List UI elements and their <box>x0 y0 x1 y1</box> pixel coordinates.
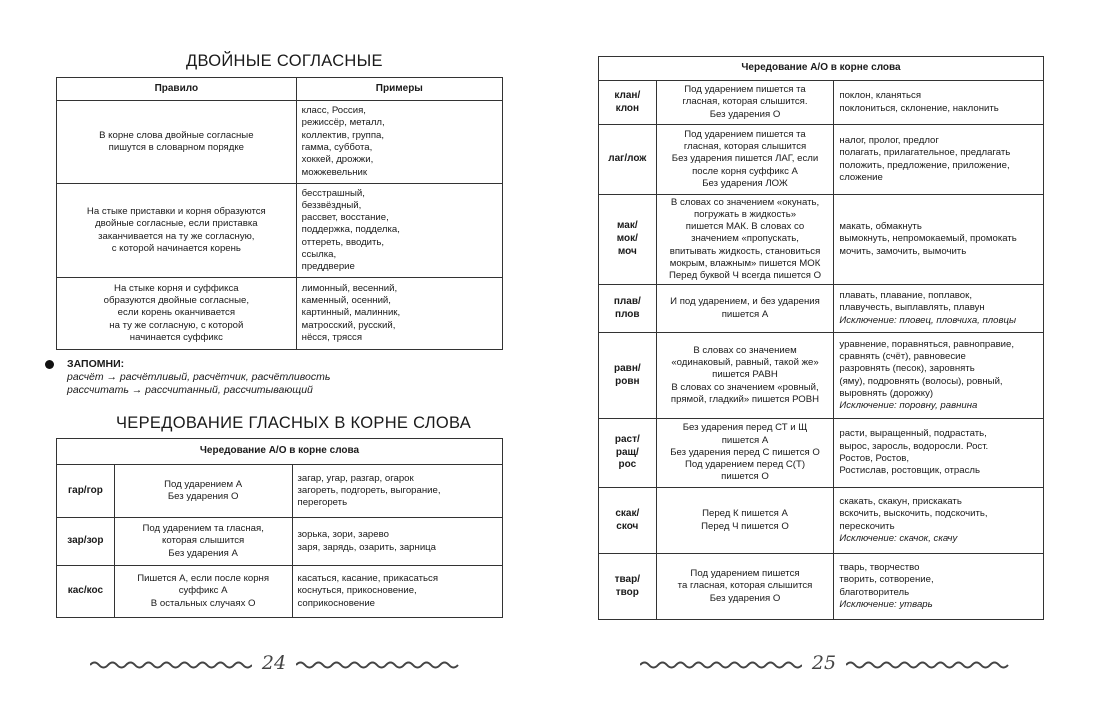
example-line: расти, выращенный, подрастать, <box>839 428 987 440</box>
rule-line: Без ударения О <box>709 592 781 604</box>
example-line: вырос, заросль, водоросли. Рост. <box>839 440 989 452</box>
example-line: класс, Россия, <box>301 105 366 117</box>
table-row <box>599 285 1044 333</box>
example-line: скакать, скакун, прискакать <box>839 495 962 507</box>
table-row <box>57 566 503 618</box>
examples-cell <box>834 554 1044 620</box>
rule-line: Перед К пишется А <box>702 508 788 520</box>
rule-cell <box>57 278 297 350</box>
rule-cell <box>656 125 834 195</box>
table-title: Чередование А/О в корне слова <box>599 57 1044 81</box>
section-title-double-consonants: ДВОЙНЫЕ СОГЛАСНЫЕ <box>186 52 383 70</box>
root-cell <box>57 465 115 518</box>
example-line: рассвет, восстание, <box>301 212 389 224</box>
rule-line: Без ударения ЛОЖ <box>702 177 788 189</box>
rule-line: В словах со значением «окунать, <box>670 196 820 208</box>
wavy-divider-icon <box>846 660 1010 670</box>
root-line: твар/ <box>614 573 640 585</box>
examples-cell <box>292 566 503 618</box>
rule-cell <box>656 488 834 554</box>
rule-cell <box>656 285 834 333</box>
root-cell <box>57 566 115 618</box>
example-line: плавать, плавание, поплавок, <box>839 290 972 302</box>
root-cell <box>599 333 657 419</box>
example-line: каменный, осенний, <box>301 295 391 307</box>
exception-line: Исключение: пловец, пловчиха, пловцы <box>839 314 1017 326</box>
example-line: (яму), подровнять (волосы), ровный, <box>839 375 1003 387</box>
examples-cell <box>834 195 1044 285</box>
rule-line: прямой, гладкий» пишется РОВН <box>670 393 820 405</box>
table-header-row <box>599 57 1044 81</box>
rule-line: которая слышится <box>162 535 245 547</box>
rule-line: заканчивается на ту же согласную, <box>98 230 255 242</box>
rule-line: Без ударения пишется ЛАГ, если <box>671 153 819 165</box>
example-line: соприкосновение <box>297 597 376 609</box>
root-cell <box>599 125 657 195</box>
rule-cell <box>114 518 292 566</box>
example-line: тварь, творчество <box>839 561 920 573</box>
wavy-divider-icon <box>296 660 460 670</box>
example-line: полагать, прилагательное, предлагать <box>839 147 1011 159</box>
remember-title: ЗАПОМНИ: <box>67 358 125 370</box>
remember-line: рассчитать → рассчитанный, рассчитывающий <box>67 384 313 396</box>
rule-line: Без ударения перед СТ и Щ <box>682 422 808 434</box>
page-number: 25 <box>811 652 837 674</box>
example-line: можжевельник <box>301 166 368 178</box>
example-line: заря, зарядь, озарить, зарница <box>297 541 437 553</box>
rule-line: пишется МАК. В словах со <box>685 221 805 233</box>
example-line: вскочить, выскочить, подскочить, <box>839 508 988 520</box>
example-line: загореть, подгореть, выгорание, <box>297 484 441 496</box>
root-line: твор <box>615 586 639 598</box>
root-line: кас/кос <box>67 585 104 597</box>
table-row <box>57 518 503 566</box>
table-row <box>599 488 1044 554</box>
rule-line: На стыке приставки и корня образуются <box>86 205 266 217</box>
right-page <box>550 0 1100 712</box>
root-cell <box>599 195 657 285</box>
root-cell <box>599 488 657 554</box>
rule-line: «одинаковый, равный, такой же» <box>671 357 819 369</box>
rule-line: на ту же согласную, с которой <box>109 319 244 331</box>
rule-line: двойные согласные, если приставка <box>95 218 258 230</box>
root-line: ращ/ <box>615 446 639 458</box>
examples-cell <box>834 81 1044 125</box>
example-line: хоккей, дрожжи, <box>301 154 374 166</box>
table-row <box>599 81 1044 125</box>
example-line: плавучесть, выплавлять, плавун <box>839 302 985 314</box>
examples-cell <box>834 285 1044 333</box>
example-line: поклониться, склонение, наклонить <box>839 102 999 114</box>
rule-line: пишется РАВН <box>712 369 778 381</box>
root-cell <box>599 285 657 333</box>
examples-cell <box>834 333 1044 419</box>
table-row <box>599 419 1044 488</box>
table-row <box>599 125 1044 195</box>
rule-line: образуются двойные согласные, <box>103 295 249 307</box>
root-line: лаг/лож <box>608 153 647 165</box>
root-line: гар/гор <box>67 484 103 496</box>
example-line: выровнять (дорожку) <box>839 387 934 399</box>
example-line: преддверие <box>301 261 355 273</box>
double-consonants-table <box>56 77 503 350</box>
rule-line: В остальных случаях О <box>150 597 256 609</box>
example-line: сравнять (счёт), равновесие <box>839 350 966 362</box>
page-footer <box>90 652 470 676</box>
examples-cell <box>834 125 1044 195</box>
example-line: разровнять (песок), заровнять <box>839 363 975 375</box>
rule-cell <box>656 81 834 125</box>
root-line: равн/ <box>614 362 641 374</box>
example-line: режиссёр, металл, <box>301 117 385 129</box>
example-line: матросский, русский, <box>301 319 396 331</box>
example-line: зорька, зори, зарево <box>297 529 389 541</box>
example-line: поддержка, подделка, <box>301 224 400 236</box>
table-row <box>57 465 503 518</box>
rule-line: Пишется А, если после корня <box>137 573 270 585</box>
rule-cell <box>656 419 834 488</box>
example-line: поклон, кланяться <box>839 90 922 102</box>
root-line: плав/ <box>613 295 641 307</box>
rule-line: пишутся в словарном порядке <box>108 142 244 153</box>
exception-line: Исключение: скачок, скачу <box>839 532 958 544</box>
example-line: оттереть, вводить, <box>301 236 385 248</box>
example-line: уравнение, поравняться, равноправие, <box>839 338 1015 350</box>
example-line: Ростов, Ростов, <box>839 453 910 464</box>
rule-cell <box>656 195 834 285</box>
root-line: клон <box>615 102 640 114</box>
example-line: беззвёздный, <box>301 199 362 211</box>
example-line: гамма, суббота, <box>301 142 373 153</box>
rule-line: Под ударением А <box>164 478 243 490</box>
rule-line: погружать в жидкость» <box>693 208 797 220</box>
rule-cell <box>114 566 292 618</box>
root-line: клан/ <box>614 89 641 101</box>
example-line: мочить, замочить, вымочить <box>839 245 967 257</box>
example-line: вымокнуть, непромокаемый, промокать <box>839 233 1017 245</box>
root-line: моч <box>617 245 637 257</box>
example-line: коснуться, прикосновение, <box>297 585 417 597</box>
rule-line: гласная, которая слышится. <box>682 96 808 108</box>
table-row <box>599 195 1044 285</box>
root-line: плов <box>615 308 640 320</box>
rule-line: В словах со значением <box>693 344 797 356</box>
examples-cell <box>292 465 503 518</box>
page-footer <box>640 652 1020 676</box>
section-title-vowel-alternation: ЧЕРЕДОВАНИЕ ГЛАСНЫХ В КОРНЕ СЛОВА <box>116 414 472 432</box>
example-line: благотворитель <box>839 586 910 598</box>
rule-line: На стыке корня и суффикса <box>114 282 239 294</box>
rule-line: В корне слова двойные согласные <box>99 129 254 141</box>
root-line: скоч <box>616 520 639 532</box>
example-line: Ростислав, ростовщик, отрасль <box>839 465 980 477</box>
rule-line: В словах со значением «ровный, <box>671 381 819 393</box>
rule-line: после корня суффикс А <box>692 165 798 177</box>
alternation-table-left <box>56 438 503 618</box>
column-header-examples: Примеры <box>296 78 502 101</box>
example-line: нёсся, трясся <box>301 331 363 343</box>
examples-cell <box>296 278 502 350</box>
rule-cell <box>57 184 297 278</box>
rule-line: та гласная, которая слышится <box>677 580 813 592</box>
example-line: налог, пролог, предлог <box>839 134 939 146</box>
example-line: творить, сотворение, <box>839 574 934 586</box>
example-line: сложение <box>839 171 883 183</box>
example-line: загар, угар, разгар, огарок <box>297 472 414 484</box>
table-row <box>57 184 503 278</box>
table-row <box>599 554 1044 620</box>
examples-cell <box>296 184 502 278</box>
example-line: лимонный, весенний, <box>301 282 398 294</box>
root-line: скак/ <box>615 507 640 519</box>
example-line: макать, обмакнуть <box>839 221 922 233</box>
rule-line: Без ударения О <box>709 108 781 120</box>
examples-cell <box>296 101 502 184</box>
rule-line: Под ударением перед С(Т) <box>684 459 806 471</box>
rule-line: с которой начинается корень <box>111 242 241 254</box>
remember-line: расчёт → расчётливый, расчётчик, расчётливость <box>67 371 331 383</box>
root-line: зар/зор <box>67 535 104 547</box>
examples-cell <box>834 488 1044 554</box>
rule-line: пишется А <box>721 434 769 446</box>
rule-line: пишется О <box>721 471 769 483</box>
rule-line: Перед Ч пишется О <box>701 520 789 532</box>
rule-line: Без ударения перед С пишется О <box>670 446 820 458</box>
column-header-rule: Правило <box>57 78 297 101</box>
root-cell <box>599 419 657 488</box>
root-line: рос <box>618 459 637 471</box>
table-header-row <box>57 78 503 101</box>
examples-cell <box>834 419 1044 488</box>
example-line: положить, предложение, приложение, <box>839 159 1010 171</box>
page-number: 24 <box>261 652 287 674</box>
table-row <box>57 101 503 184</box>
rule-cell <box>114 465 292 518</box>
examples-cell <box>292 518 503 566</box>
rule-line: Без ударения А <box>168 547 238 559</box>
rule-line: если корень оканчивается <box>117 307 236 319</box>
rule-line: впитывать жидкость, становиться <box>669 245 821 257</box>
example-line: перескочить <box>839 520 895 532</box>
example-line: касаться, касание, прикасаться <box>297 573 439 585</box>
root-line: раст/ <box>614 433 640 445</box>
rule-line: Под ударением та гласная, <box>142 523 264 535</box>
root-cell <box>57 518 115 566</box>
rule-line: суффикс А <box>178 585 228 597</box>
root-cell <box>599 554 657 620</box>
wavy-divider-icon <box>90 660 252 670</box>
table-row <box>57 278 503 350</box>
rule-line: начинается суффикс <box>129 331 223 343</box>
rule-line: И под ударением, и без ударения <box>670 296 820 308</box>
example-line: перегореть <box>297 497 348 509</box>
rule-line: Под ударением пишется та <box>684 84 806 96</box>
example-line: коллектив, группа, <box>301 129 385 141</box>
alternation-table-right <box>598 56 1044 620</box>
wavy-divider-icon <box>640 660 802 670</box>
rule-line: гласная, которая слышится <box>683 141 807 153</box>
rule-line: Перед буквой Ч всегда пишется О <box>668 270 822 282</box>
rule-cell <box>57 101 297 184</box>
rule-line: пишется А <box>721 308 769 320</box>
rule-line: Без ударения О <box>167 491 239 502</box>
example-line: бесстрашный, <box>301 187 365 199</box>
table-row <box>599 333 1044 419</box>
root-line: мок/ <box>616 233 638 245</box>
table-title: Чередование А/О в корне слова <box>57 439 503 465</box>
rule-line: значением «пропускать, <box>691 233 799 245</box>
exception-line: Исключение: утварь <box>839 598 933 610</box>
rule-cell <box>656 554 834 620</box>
bullet-icon <box>45 360 54 369</box>
exception-line: Исключение: поровну, равнина <box>839 400 978 412</box>
rule-cell <box>656 333 834 419</box>
rule-line: Под ударением пишется та <box>684 128 806 140</box>
root-cell <box>599 81 657 125</box>
example-line: ссылка, <box>301 248 337 260</box>
example-line: картинный, малинник, <box>301 307 401 319</box>
root-line: ровн <box>615 375 640 387</box>
table-header-row <box>57 439 503 465</box>
rule-line: Под ударением пишется <box>690 568 800 580</box>
rule-line: мокрым, влажным» пишется МОК <box>669 257 821 269</box>
root-line: мак/ <box>617 220 638 232</box>
